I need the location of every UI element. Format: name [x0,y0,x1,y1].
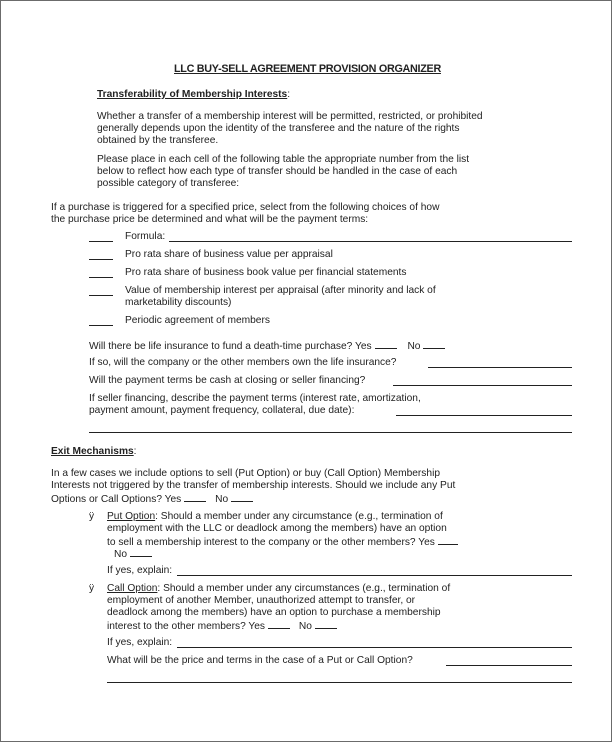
call-no-label: No [298,621,312,632]
price-terms-question: What will be the price and terms in the case of a Put or Call Option? [107,655,413,666]
put-option-label: Put Option [107,511,156,522]
call-option-line1 [107,583,450,595]
purchase-intro-line1: If a purchase is triggered for a specified price, select from the following choices of how [51,202,440,213]
put-explain-label: If yes, explain: [107,565,173,576]
put-option-line2: employment with the LLC or deadlock among the members) have an option [107,523,447,534]
insurance-owner-input-line[interactable] [428,367,572,368]
exit-heading-text: Exit Mechanisms [51,446,134,457]
seller-financing-line2: payment amount, payment frequency, collateral, due date): [89,405,355,416]
put-option-text3: to sell a membership interest to the company or the other members? [107,537,416,548]
exit-intro-yes-blank[interactable] [184,492,206,502]
price-terms-input-line[interactable] [446,665,572,666]
call-option-label: Call Option [107,583,158,594]
put-no-label: No [114,549,128,560]
life-insurance-no-label: No [407,341,421,352]
document-title: LLC BUY-SELL AGREEMENT PROVISION ORGANIZER [174,63,441,75]
call-option-line4 [107,619,337,633]
option-appraisal-label: Pro rata share of business value per appraisal [125,249,333,260]
transfer-heading-colon: : [287,89,291,100]
transfer-p2-line2: below to reflect how each type of transfer should be handled in the case of each [97,166,458,177]
call-yes-blank[interactable] [268,619,290,629]
transfer-p2-line3: possible category of transferee: [97,178,240,189]
exit-intro-no-blank[interactable] [231,492,253,502]
exit-intro-yes-label: Yes [164,494,182,505]
exit-intro-line2: Interests not triggered by the transfer of membership interests. Should we include any Put [51,480,456,491]
payment-terms-input-line[interactable] [393,385,572,386]
call-option-line3: deadlock among the members) have an option to purchase a membership [107,607,441,618]
put-no-row [114,547,152,561]
call-bullet-icon: ÿ [89,583,95,594]
call-yes-label: Yes [248,621,266,632]
call-explain-label: If yes, explain: [107,637,173,648]
exit-intro-line3-text: Options or Call Options? [51,494,162,505]
put-option-text1: : Should a member under any circumstance (e.g., termination of [155,511,443,522]
call-option-text1: : Should a member under any circumstances (e.g., termination of [157,583,451,594]
life-insurance-yes-label: Yes [354,341,372,352]
exit-intro-line3 [51,492,253,506]
life-insurance-question [89,339,445,353]
put-option-line3 [107,535,458,549]
put-bullet-icon: ÿ [89,511,95,522]
transfer-p2-line1: Please place in each cell of the following table the appropriate number from the list [97,154,470,165]
payment-terms-question: Will the payment terms be cash at closing or seller financing? [89,375,366,386]
transfer-p1-line2: generally depends upon the identity of the transferee and the nature of the rights [97,123,460,134]
transfer-p1-line1: Whether a transfer of a membership interest will be permitted, restricted, or prohibited [97,111,483,122]
put-option-line1 [107,511,443,523]
transfer-heading [97,89,290,101]
option-formula-blank[interactable] [89,241,113,242]
life-insurance-no-blank[interactable] [423,339,445,349]
call-option-line2: employment of another Member, unauthorized attempt to transfer, or [107,595,416,606]
option-appraisal-blank[interactable] [89,259,113,260]
option-membership-value-label: Value of membership interest per appraisal (after minority and lack of [125,285,436,296]
exit-intro-no-label: No [215,494,229,505]
put-no-blank[interactable] [130,547,152,557]
transfer-heading-text: Transferability of Membership Interests [97,89,288,100]
call-no-blank[interactable] [315,619,337,629]
insurance-owner-question: If so, will the company or the other members own the life insurance? [89,357,397,368]
put-explain-input-line[interactable] [177,575,572,576]
seller-financing-input-line[interactable] [396,415,572,416]
exit-heading-colon: : [133,446,137,457]
purchase-intro-line2: the purchase price be determined and what will be the payment terms: [51,214,369,225]
seller-financing-line1: If seller financing, describe the payment terms (interest rate, amortization, [89,393,421,404]
option-formula-label: Formula: [125,231,166,242]
transfer-p1-line3: obtained by the transferee. [97,135,219,146]
option-periodic-label: Periodic agreement of members [125,315,270,326]
life-insurance-yes-blank[interactable] [375,339,397,349]
call-option-text4: interest to the other members? [107,621,246,632]
put-yes-label: Yes [418,537,435,548]
formula-input-line[interactable] [169,241,572,242]
option-membership-value-label-cont: marketability discounts) [125,297,232,308]
life-insurance-text: Will there be life insurance to fund a death-time purchase? [89,341,353,352]
option-membership-value-blank[interactable] [89,295,113,296]
price-terms-input-line-2[interactable] [107,682,572,683]
put-yes-blank[interactable] [438,535,458,545]
call-explain-input-line[interactable] [177,647,572,648]
option-book-value-label: Pro rata share of business book value per financial statements [125,267,407,278]
exit-intro-line1: In a few cases we include options to sell (Put Option) or buy (Call Option) Membership [51,468,441,479]
exit-heading [51,446,137,458]
option-book-value-blank[interactable] [89,277,113,278]
option-periodic-blank[interactable] [89,325,113,326]
seller-financing-input-line-2[interactable] [89,432,572,433]
